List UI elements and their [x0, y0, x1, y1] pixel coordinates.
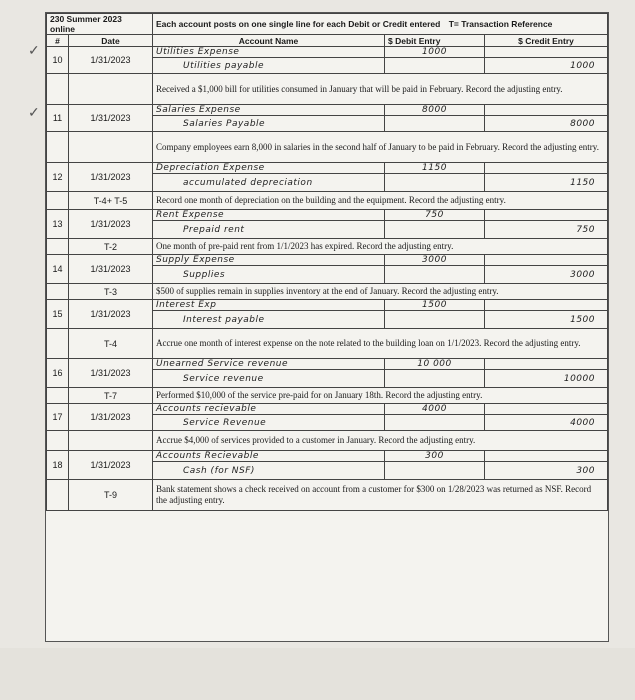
- tref-note: T= Transaction Reference: [448, 19, 553, 29]
- entry-number: 16: [47, 359, 69, 388]
- entry-description: Company employees earn 8,000 in salaries in the second half of January to be paid in February. Record the adjusting entry.: [153, 132, 608, 163]
- description-row: [47, 431, 608, 451]
- debit-account: Unearned Service revenue: [153, 359, 385, 370]
- credit-account: Utilities payable: [153, 58, 385, 74]
- entry-description: Record one month of depreciation on the building and the equipment. Record the adjusting entry.: [153, 192, 608, 210]
- col-num-header: #: [47, 35, 69, 47]
- description-row: [47, 480, 608, 511]
- description-row: [47, 239, 608, 255]
- journal-sheet: [45, 12, 609, 642]
- entry-number: 11: [47, 105, 69, 132]
- entry-date: 1/31/2023: [69, 300, 153, 329]
- description-row: [47, 192, 608, 210]
- debit-row: [47, 47, 608, 58]
- debit-amount: 300: [385, 451, 485, 462]
- credit-amount: 300: [485, 462, 608, 480]
- transaction-reference: [69, 74, 153, 105]
- transaction-reference: [69, 132, 153, 163]
- description-row: [47, 284, 608, 300]
- credit-account: Supplies: [153, 266, 385, 284]
- entry-description: Performed $10,000 of the service pre-paid for on January 18th. Record the adjusting entry.: [153, 388, 608, 404]
- debit-row: [47, 359, 608, 370]
- entry-number: 13: [47, 210, 69, 239]
- debit-amount: 10 000: [385, 359, 485, 370]
- credit-account: Prepaid rent: [153, 221, 385, 239]
- transaction-reference: T-7: [69, 388, 153, 404]
- entry-description: Accrue one month of interest expense on the note related to the building loan on 1/1/2023. Record the adjusting entry.: [153, 329, 608, 359]
- entry-date: 1/31/2023: [69, 47, 153, 74]
- description-row: [47, 132, 608, 163]
- entry-date: 1/31/2023: [69, 451, 153, 480]
- credit-amount: 1000: [485, 58, 608, 74]
- transaction-reference: T-3: [69, 284, 153, 300]
- debit-amount: 8000: [385, 105, 485, 116]
- credit-amount: 8000: [485, 116, 608, 132]
- col-credit-header: $ Credit Entry: [485, 35, 608, 47]
- check-mark-icon: ✓: [28, 42, 40, 58]
- debit-row: [47, 163, 608, 174]
- debit-row: [47, 255, 608, 266]
- table-surface: [0, 648, 635, 700]
- col-debit-header: $ Debit Entry: [385, 35, 485, 47]
- entry-date: 1/31/2023: [69, 255, 153, 284]
- entry-number: 14: [47, 255, 69, 284]
- description-row: [47, 74, 608, 105]
- credit-account: Salaries Payable: [153, 116, 385, 132]
- debit-account: Salaries Expense: [153, 105, 385, 116]
- entry-number: 12: [47, 163, 69, 192]
- entry-description: Accrue $4,000 of services provided to a customer in January. Record the adjusting entry.: [153, 431, 608, 451]
- debit-account: Accounts recievable: [153, 404, 385, 415]
- entry-description: Bank statement shows a check received on account from a customer for $300 on 1/28/2023 was returned as NSF. Record the adjusting entry.: [153, 480, 608, 511]
- debit-account: Depreciation Expense: [153, 163, 385, 174]
- debit-amount: 3000: [385, 255, 485, 266]
- debit-row: [47, 404, 608, 415]
- instruction-text: Each account posts on one single line for each Debit or Credit entered: [156, 19, 441, 29]
- debit-account: Accounts Recievable: [153, 451, 385, 462]
- credit-account: accumulated depreciation: [153, 174, 385, 192]
- debit-amount: 1150: [385, 163, 485, 174]
- entry-date: 1/31/2023: [69, 404, 153, 431]
- debit-row: [47, 451, 608, 462]
- course-title: 230 Summer 2023 online: [47, 14, 153, 35]
- entry-description: Received a $1,000 bill for utilities consumed in January that will be paid in February. Record the adjusting entry.: [153, 74, 608, 105]
- entry-number: 18: [47, 451, 69, 480]
- entry-date: 1/31/2023: [69, 359, 153, 388]
- debit-account: Interest Exp: [153, 300, 385, 311]
- description-row: [47, 388, 608, 404]
- debit-amount: 4000: [385, 404, 485, 415]
- entry-date: 1/31/2023: [69, 105, 153, 132]
- debit-account: Rent Expense: [153, 210, 385, 221]
- credit-amount: 1500: [485, 311, 608, 329]
- credit-account: Service Revenue: [153, 415, 385, 431]
- credit-amount: 1150: [485, 174, 608, 192]
- debit-account: Supply Expense: [153, 255, 385, 266]
- journal-table: [46, 13, 608, 511]
- credit-amount: 10000: [485, 370, 608, 388]
- transaction-reference: [69, 431, 153, 451]
- debit-amount: 750: [385, 210, 485, 221]
- debit-row: [47, 300, 608, 311]
- transaction-reference: T-9: [69, 480, 153, 511]
- credit-account: Interest payable: [153, 311, 385, 329]
- entry-number: 10: [47, 47, 69, 74]
- col-date-header: Date: [69, 35, 153, 47]
- header-row-2: [47, 35, 608, 47]
- debit-amount: 1500: [385, 300, 485, 311]
- transaction-reference: T-4: [69, 329, 153, 359]
- credit-account: Cash (for NSF): [153, 462, 385, 480]
- credit-account: Service revenue: [153, 370, 385, 388]
- entry-date: 1/31/2023: [69, 210, 153, 239]
- header-row-1: [47, 14, 608, 35]
- debit-row: [47, 105, 608, 116]
- transaction-reference: T-4+ T-5: [69, 192, 153, 210]
- debit-account: Utilities Expense: [153, 47, 385, 58]
- debit-row: [47, 210, 608, 221]
- description-row: [47, 329, 608, 359]
- credit-amount: 4000: [485, 415, 608, 431]
- col-account-header: Account Name: [153, 35, 385, 47]
- credit-amount: 750: [485, 221, 608, 239]
- credit-amount: 3000: [485, 266, 608, 284]
- entry-number: 15: [47, 300, 69, 329]
- transaction-reference: T-2: [69, 239, 153, 255]
- entry-description: $500 of supplies remain in supplies inventory at the end of January. Record the adjusting entry.: [153, 284, 608, 300]
- entry-description: One month of pre-paid rent from 1/1/2023 has expired. Record the adjusting entry.: [153, 239, 608, 255]
- entry-number: 17: [47, 404, 69, 431]
- entry-date: 1/31/2023: [69, 163, 153, 192]
- debit-amount: 1000: [385, 47, 485, 58]
- check-mark-icon: ✓: [28, 104, 40, 120]
